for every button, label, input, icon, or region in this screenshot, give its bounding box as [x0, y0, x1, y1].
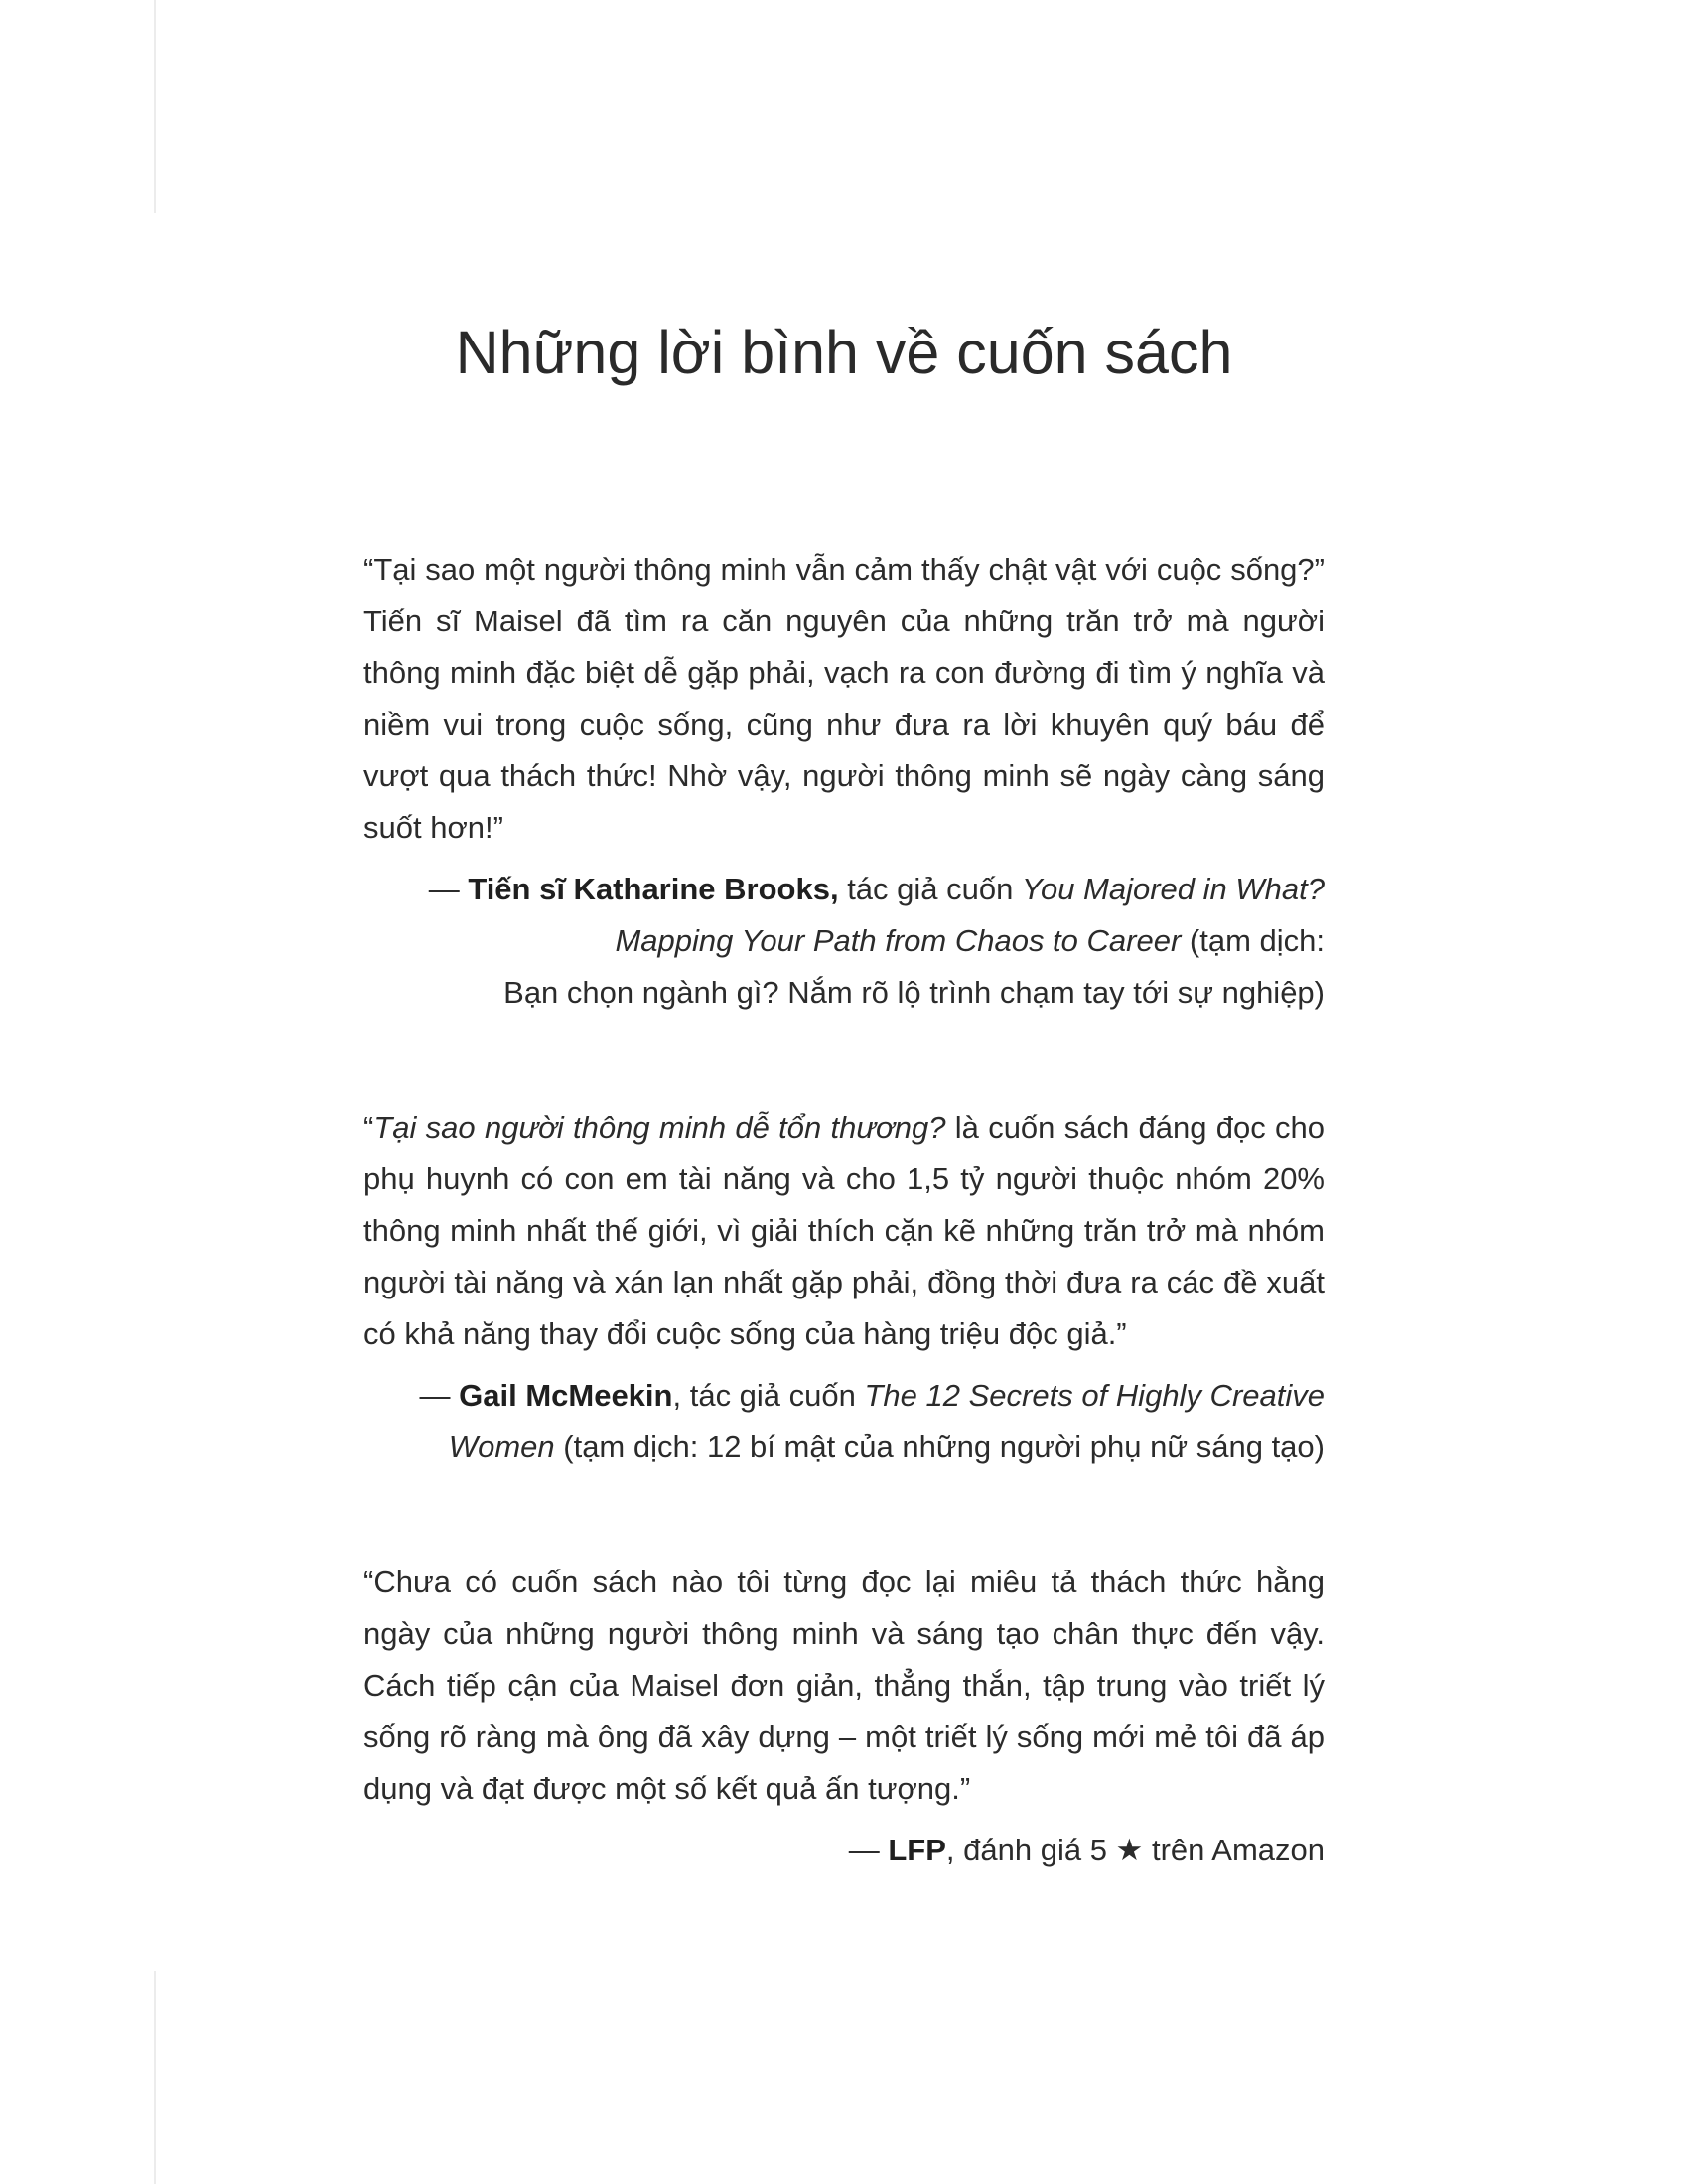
reviews-section [363, 544, 1325, 1876]
review-quote [363, 1102, 1325, 1360]
star-icon: ★ [1115, 1833, 1144, 1867]
book-title-continued: Mapping Your Path from Chaos to Career [615, 923, 1182, 958]
review-quote: “Chưa có cuốn sách nào tôi từng đọc lại miêu tả thách thức hằng ngày của những người thông minh và sáng tạo chân thực đến vậy. Cách tiếp cận của Maisel đơn giản, thẳng thắn, tập trung vào triết lý sống rõ ràng mà ông đã xây dựng – một triết lý sống mới mẻ tôi đã áp dụng và đạt được một số kết quả ấn tượng.” [363, 1565, 1325, 1806]
book-translation: (tạm dịch: 12 bí mật của những người phụ nữ sáng tạo) [554, 1430, 1325, 1464]
quote-body: là cuốn sách đáng đọc cho phụ huynh có con em tài năng và cho 1,5 tỷ người thuộc nhóm 20% thông minh nhất thế giới, vì giải thích cặn kẽ những trăn trở mà nhóm người tài năng và xán lạn nhất gặp phải, đồng thời đưa ra các đề xuất có khả năng thay đổi cuộc sống của hàng triệu độc giả.” [363, 1110, 1325, 1351]
review-mcmeekin [363, 1102, 1325, 1473]
book-translation: (tạm dịch: [1181, 923, 1325, 958]
book-title: You Majored in What? [1021, 872, 1325, 906]
review-author: LFP [888, 1833, 946, 1867]
author-role: , tác giả cuốn [672, 1378, 865, 1413]
page-gutter-line-top [154, 0, 156, 213]
attribution-dash: — [428, 872, 469, 906]
review-quote: “Tại sao một người thông minh vẫn cảm thấy chật vật với cuộc sống?” Tiến sĩ Maisel đã tìm ra căn nguyên của những trăn trở mà người thông minh đặc biệt dễ gặp phải, vạch ra con đường đi tìm ý nghĩa và niềm vui trong cuộc sống, cũng như đưa ra lời khuyên quý báu để vượt qua thách thức! Nhờ vậy, người thông minh sẽ ngày càng sáng suốt hơn!” [363, 552, 1325, 845]
book-translation-continued: Bạn chọn ngành gì? Nắm rõ lộ trình chạm tay tới sự nghiệp) [503, 975, 1325, 1010]
rating-suffix: trên Amazon [1143, 1833, 1325, 1867]
book-title: The 12 Secrets of Highly Creative [864, 1378, 1325, 1413]
page-gutter-line-bottom [154, 1971, 156, 2184]
review-brooks [363, 544, 1325, 1019]
review-attribution [363, 1370, 1325, 1473]
review-author: Tiến sĩ Katharine Brooks, [468, 872, 839, 906]
attribution-dash: — [848, 1833, 889, 1867]
author-role: tác giả cuốn [838, 872, 1022, 906]
book-title-continued: Women [448, 1430, 555, 1464]
review-attribution [363, 1825, 1325, 1876]
review-lfp [363, 1557, 1325, 1876]
review-author: Gail McMeekin [459, 1378, 673, 1413]
rating-prefix: , đánh giá 5 [945, 1833, 1116, 1867]
review-attribution [363, 864, 1325, 1019]
quote-open-mark: “ [363, 1110, 374, 1145]
attribution-dash: — [419, 1378, 460, 1413]
quoted-book-title: Tại sao người thông minh dễ tổn thương? [373, 1110, 946, 1145]
page-title: Những lời bình về cuốn sách [455, 319, 1233, 386]
